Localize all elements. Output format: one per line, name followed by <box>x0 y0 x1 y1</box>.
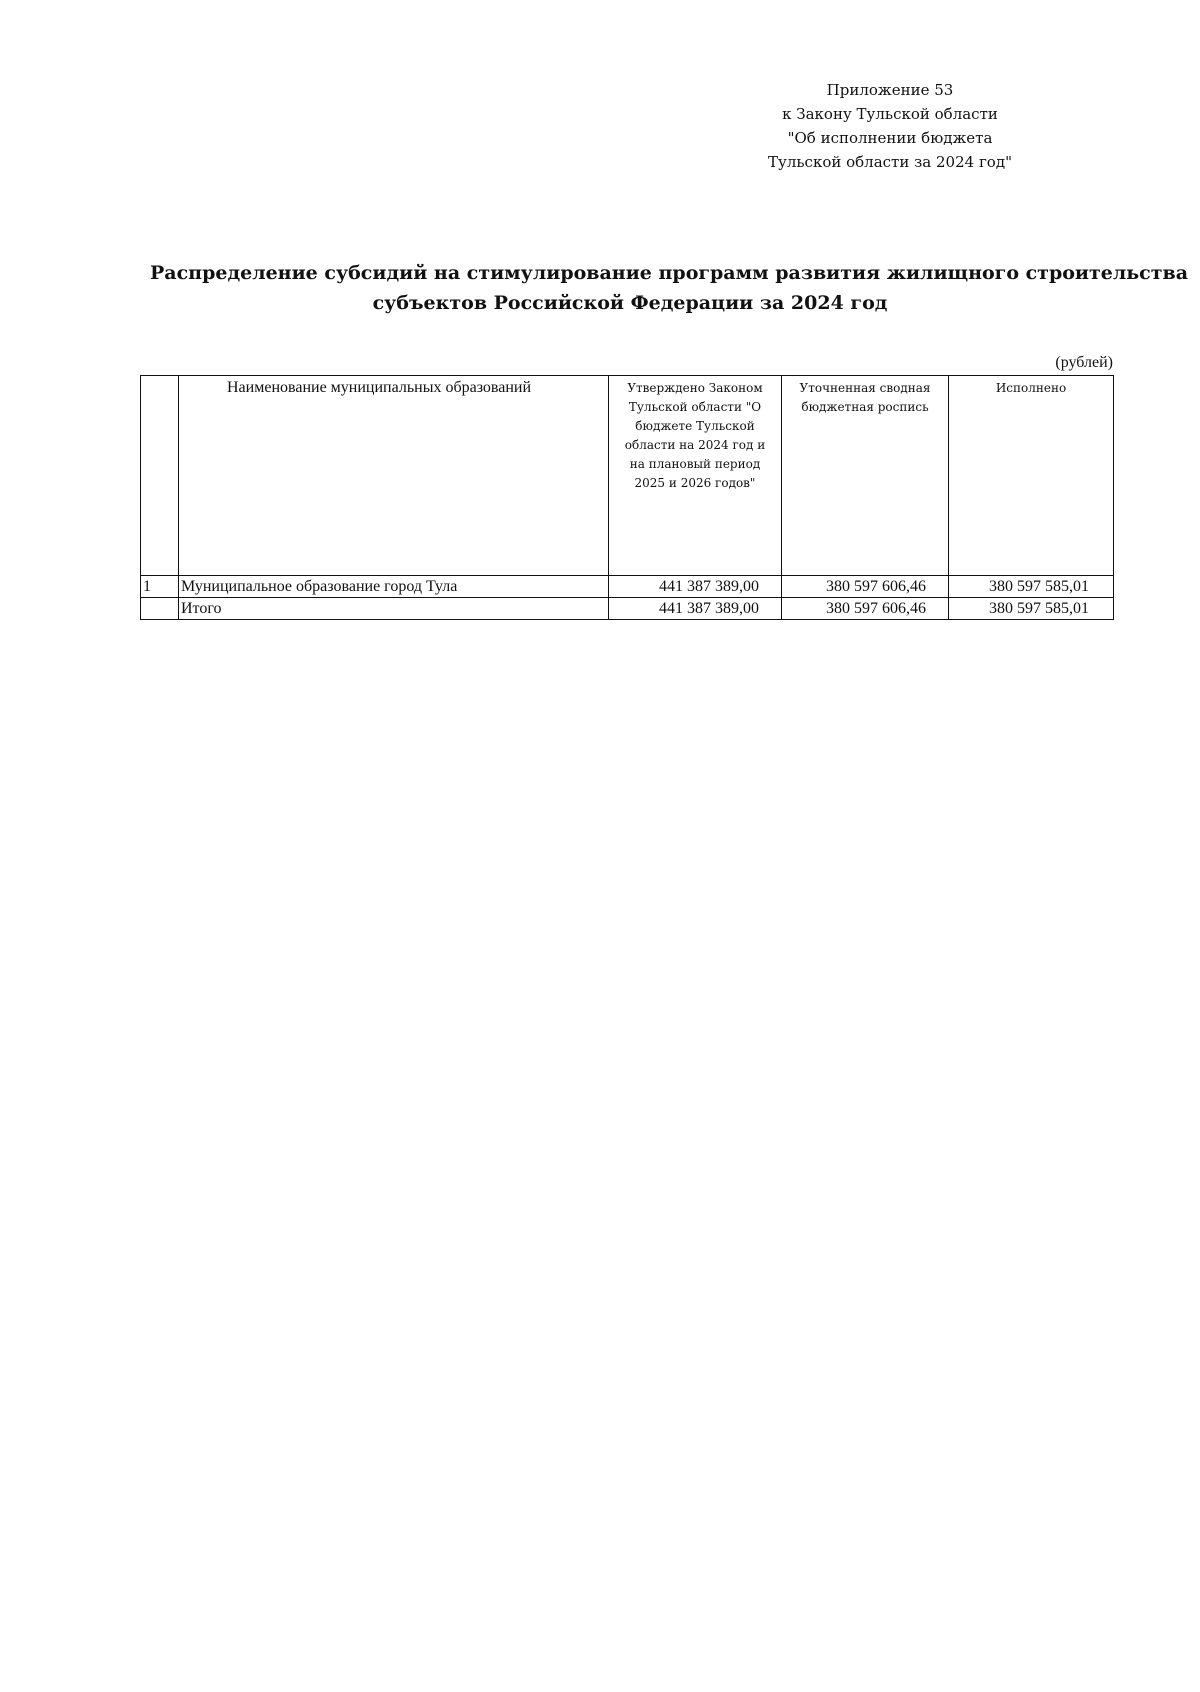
column-header-executed: Исполнено <box>949 376 1114 576</box>
row-refined: 380 597 606,46 <box>782 576 949 598</box>
document-title-line-2: субъектов Российской Федерации за 2024 год <box>372 292 888 314</box>
table-total-row <box>141 598 1114 620</box>
document-title-line-1: Распределение субсидий на стимулирование программ развития жилищного строительства <box>150 262 1189 284</box>
table-header-row <box>141 376 1114 576</box>
document-title <box>150 258 1189 318</box>
column-header-refined: Уточненная сводная бюджетная роспись <box>782 376 949 576</box>
row-number: 1 <box>141 576 179 598</box>
appendix-law-ref: к Закону Тульской области <box>782 105 998 123</box>
total-executed: 380 597 585,01 <box>949 598 1114 620</box>
total-name: Итого <box>179 598 609 620</box>
units-label: (рублей) <box>1055 354 1113 371</box>
subsidy-table <box>140 375 1114 620</box>
appendix-law-title-2: Тульской области за 2024 год" <box>768 153 1012 171</box>
total-refined: 380 597 606,46 <box>782 598 949 620</box>
column-header-approved: Утверждено Законом Тульской области "О бюджете Тульской области на 2024 год и на плановый период 2025 и 2026 годов" <box>609 376 782 576</box>
appendix-header <box>740 78 1040 174</box>
appendix-number: Приложение 53 <box>826 81 954 99</box>
column-header-name: Наименование муниципальных образований <box>179 376 609 576</box>
column-header-number <box>141 376 179 576</box>
total-number <box>141 598 179 620</box>
appendix-law-title-1: "Об исполнении бюджета <box>787 129 993 147</box>
row-executed: 380 597 585,01 <box>949 576 1114 598</box>
row-name: Муниципальное образование город Тула <box>179 576 609 598</box>
table-row <box>141 576 1114 598</box>
total-approved: 441 387 389,00 <box>609 598 782 620</box>
row-approved: 441 387 389,00 <box>609 576 782 598</box>
